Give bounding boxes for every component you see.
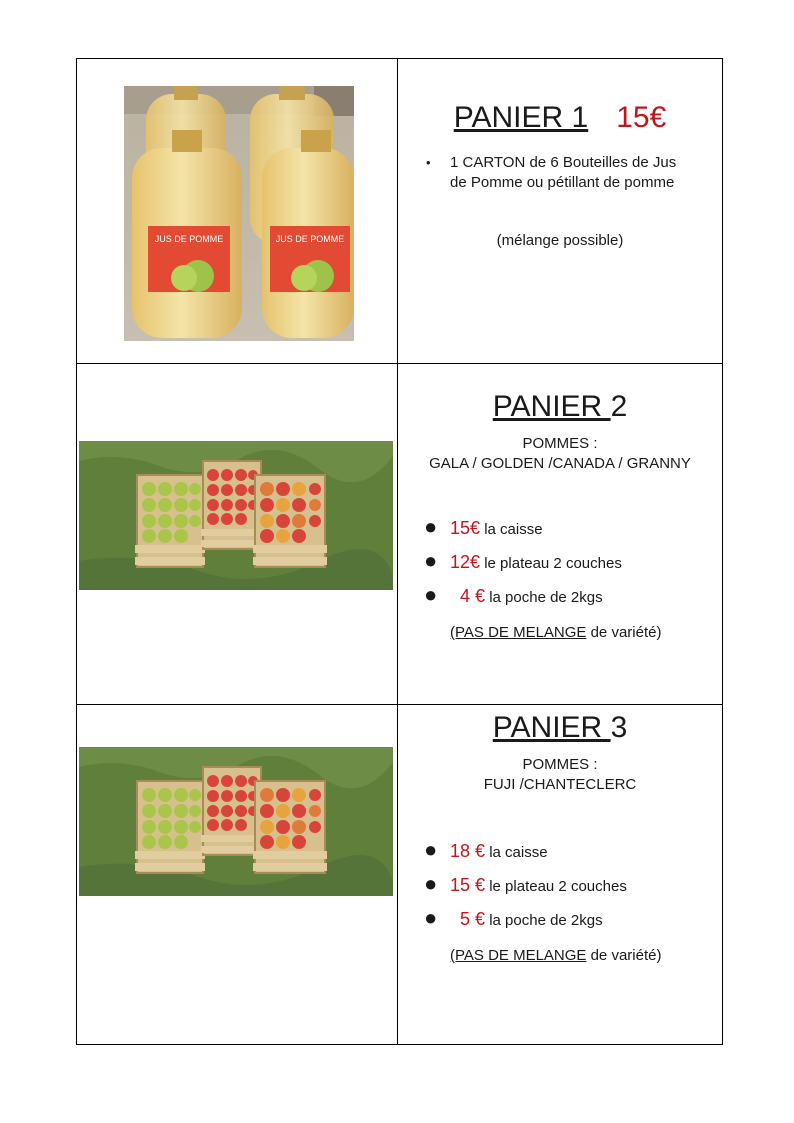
panier-3-note-rest: de variété) [586,947,662,964]
panier-3-price-item [398,839,722,873]
panier-2-label: POMMES : [522,435,598,452]
panier-1-image-cell [77,59,398,364]
panier-1-list-item: • 1 CARTON de 6 Bouteilles de Jus de Pomme ou pétillant de pomme [450,153,692,193]
panier-2-price-item [398,516,722,550]
panier-1-list [398,153,692,193]
panier-3-price-item [398,873,722,907]
panier-2-note-rest: de variété) [586,624,662,641]
panier-1-heading [398,101,722,135]
panier-3-title-underlined: PANIER [492,711,611,744]
panier-2-title-underlined: PANIER [492,390,611,423]
price-value: 5 € [460,909,486,929]
panier-3-heading [398,711,722,745]
panier-2-price-list [398,516,722,618]
price-desc: la poche de 2kgs [485,589,603,606]
bullet-icon: ● [424,871,438,896]
price-desc: la caisse [480,521,543,538]
panier-2-text-cell [398,364,723,705]
panier-3-price-item [398,907,722,941]
juice-bottles-photo [124,86,354,341]
price-value: 18 € [450,841,486,861]
bullet-icon: ● [424,582,438,607]
baskets-table [76,58,723,1045]
panier-2-price-item [398,584,722,618]
panier-3-varieties: FUJI /CHANTECLERC [483,776,637,793]
panier-1-row [77,59,723,364]
panier-3-title-number: 3 [610,711,628,744]
panier-3-image-cell [77,705,398,1045]
price-value: 15 € [450,875,486,895]
panier-3-row [77,705,723,1045]
panier-3-note [398,947,722,964]
bottle-label-left: JUS DE POMME [154,234,224,244]
apple-crates-photo [79,441,393,590]
apple-crates-photo [79,747,393,896]
panier-2-note [398,624,722,641]
panier-1-title: PANIER 1 [453,101,589,134]
price-value: 12€ [450,552,481,572]
panier-3-text-cell [398,705,723,1045]
panier-2-title-number: 2 [610,390,628,423]
price-desc: le plateau 2 couches [485,878,627,895]
bottle-label-right: JUS DE POMME [275,234,345,244]
panier-1-price: 15€ [616,101,667,134]
panier-3-label: POMMES : [522,756,598,773]
price-value: 15€ [450,518,481,538]
panier-2-heading [398,390,722,424]
bullet-icon: ● [424,548,438,573]
panier-2-image-cell [77,364,398,705]
panier-2-varieties: GALA / GOLDEN /CANADA / GRANNY [429,455,691,472]
panier-1-text-cell [398,59,723,364]
panier-2-price-item [398,550,722,584]
price-desc: la poche de 2kgs [485,912,603,929]
panier-3-price-list [398,839,722,941]
panier-3-note-underlined: (PAS DE MELANGE [450,947,587,964]
price-desc: la caisse [485,844,548,861]
panier-2-row [77,364,723,705]
price-value: 4 € [460,586,486,606]
bullet-icon: ● [424,905,438,930]
bullet-icon: ● [424,837,438,862]
bullet-icon: ● [424,514,438,539]
price-desc: le plateau 2 couches [480,555,622,572]
panier-1-note: (mélange possible) [496,232,624,249]
panier-2-note-underlined: (PAS DE MELANGE [450,624,587,641]
